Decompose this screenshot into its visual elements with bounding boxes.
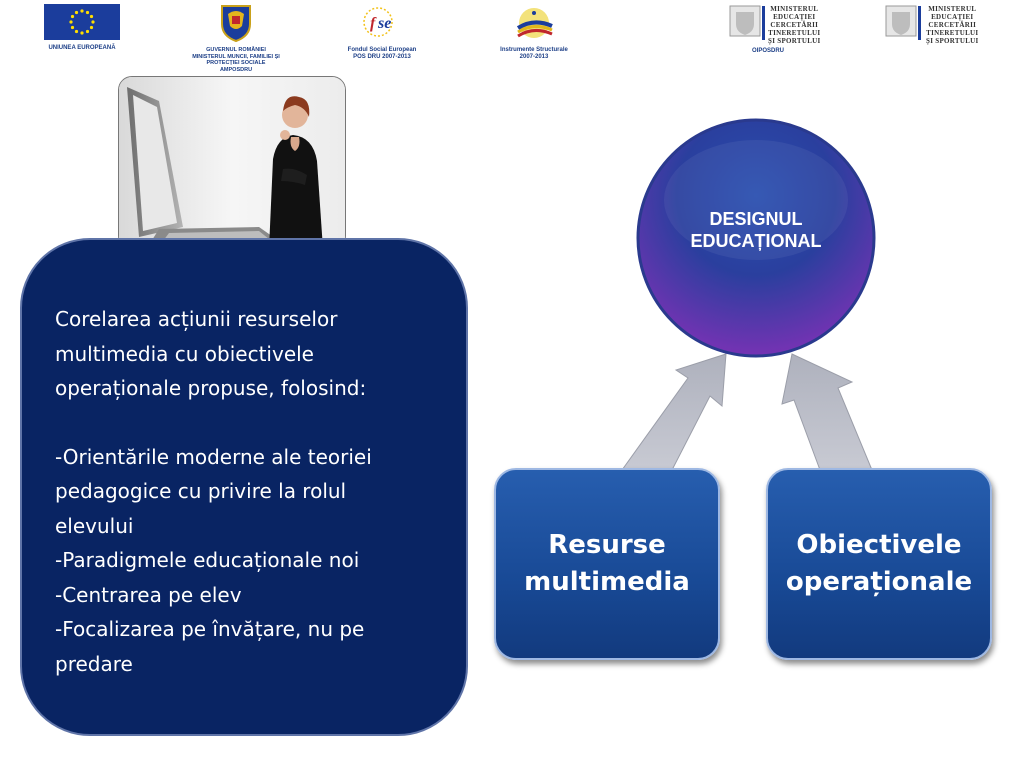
list-item-line: -Focalizarea pe învățare, nu pe bbox=[55, 617, 365, 641]
list-item-line: -Orientările moderne ale teoriei bbox=[55, 444, 372, 469]
fse-caption: Fondul Social European POS DRU 2007-2013 bbox=[347, 47, 417, 60]
intro-line: operaționale propuse, folosind: bbox=[55, 376, 367, 400]
list-item-line: -Paradigmele educaționale noi bbox=[55, 548, 360, 572]
eu-caption: UNIUNEA EUROPEANĂ bbox=[48, 45, 116, 51]
resurse-multimedia-label: Resurse multimedia bbox=[524, 530, 690, 597]
arrow-left-to-center bbox=[622, 354, 726, 470]
arrow-right-to-center bbox=[782, 354, 872, 470]
ministry-name: MINISTERUL EDUCAȚIEI CERCETĂRII TINERETULUI ȘI SPORTULUI bbox=[926, 5, 979, 45]
government-caption: GUVERNUL ROMÂNIEI MINISTERUL MUNCII, FAMILIEI ȘI PROTECȚIEI SOCIALE AMPOSDRU bbox=[192, 47, 280, 73]
svg-text:se: se bbox=[378, 15, 392, 32]
list-item-line: elevului bbox=[55, 513, 134, 538]
intro-line: multimedia cu obiectivele bbox=[55, 341, 314, 366]
intro-line: Corelarea acțiunii resurselor bbox=[55, 307, 338, 331]
designul-educational-label: DESIGNUL EDUCAȚIONAL bbox=[690, 209, 822, 251]
svg-text:f: f bbox=[370, 15, 376, 32]
resurse-multimedia-box bbox=[494, 468, 720, 660]
ministry-name: MINISTERUL EDUCAȚIEI CERCETĂRII TINERETULUI ȘI SPORTULUI bbox=[768, 5, 821, 45]
list-item-line: -Centrarea pe elev bbox=[55, 582, 242, 607]
list-item-line: predare bbox=[55, 651, 133, 676]
instrumente-caption: Instrumente Structurale 2007-2013 bbox=[500, 47, 568, 60]
oiposdru-caption: OIPOSDRU bbox=[752, 48, 785, 54]
list-item-line: pedagogice cu privire la rolul bbox=[55, 479, 347, 503]
obiectivele-operationale-box bbox=[766, 468, 992, 660]
obiectivele-operationale-label: Obiectivele operaționale bbox=[785, 530, 973, 597]
